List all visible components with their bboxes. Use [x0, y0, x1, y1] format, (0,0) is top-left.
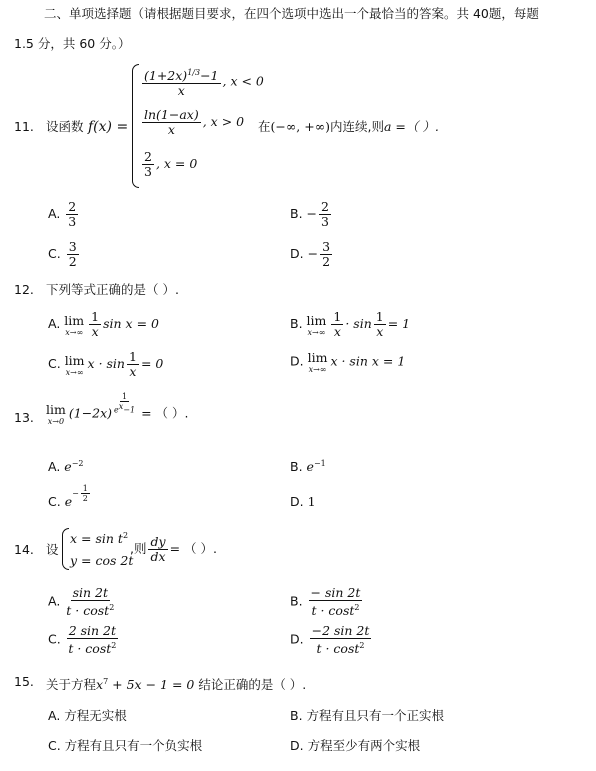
- q11-case3: $\frac{2}{3}$ , x = 0: [144, 149, 198, 179]
- q11-option-c[interactable]: C. $\frac{3}{2}$: [48, 239, 77, 269]
- section-header-line1: 二、单项选择题（请根据题目要求，在四个选项中选出一个最恰当的答案。共 40题，每题: [44, 6, 539, 21]
- q14-option-b[interactable]: B. $\frac{- \sin 2t}{t \cdot \cos t^2}$: [290, 585, 361, 619]
- q14-derivative: ,则 $\frac{dy}{dx}$ = （ ）.: [130, 534, 217, 564]
- q12-option-c[interactable]: C. lim x→∞ x · sin $\frac{1}{x}$ = 0: [48, 349, 164, 379]
- q14-option-d[interactable]: D. $\frac{-2 \sin 2t}{t \cdot \cos t^2}$: [290, 623, 370, 657]
- q14-option-c[interactable]: C. $\frac{2 \sin 2t}{t \cdot \cos t^2}$: [48, 623, 117, 657]
- q15-number: 15.: [14, 674, 34, 689]
- q13-option-c[interactable]: C. e− $\frac{1}{2}$: [48, 484, 88, 509]
- q15-option-b[interactable]: B. 方程有且只有一个正实根: [290, 708, 445, 723]
- section-header-line2: 1.5 分，共 60 分。）: [14, 36, 131, 51]
- q14-number: 14.: [14, 542, 34, 557]
- q14-brace: [62, 528, 69, 570]
- q11-prefix: 设函数: [46, 119, 84, 134]
- q12-option-d[interactable]: D. lim x→∞ x · sin x = 1: [290, 350, 406, 374]
- q12-option-b[interactable]: B. lim x→∞ $\frac{1}{x}$ · sin $\frac{1}{x}$ = 1: [290, 309, 411, 339]
- q11-suffix: 在(−∞, +∞)内连续,则a =（ ）.: [258, 119, 439, 134]
- q13-expression: lim x→0 (1−2x) $\frac{1}{e^x-1}$ = （ ）.: [46, 392, 189, 426]
- q11-option-a[interactable]: A. $\frac{2}{3}$: [48, 199, 77, 229]
- q13-option-b[interactable]: B. $e^{-1}$: [290, 459, 326, 475]
- q14-prefix: 设: [46, 542, 59, 557]
- q12-text: 下列等式正确的是（ ）.: [46, 282, 179, 297]
- q11-case2: $\frac{\ln(1-ax)}{x}$ , x > 0: [144, 107, 245, 137]
- q11-case1: $\frac{(1+2x)^{1/3}-1}{x}$ , x < 0: [144, 68, 264, 99]
- q11-option-b[interactable]: B. − $\frac{2}{3}$: [290, 199, 329, 229]
- q15-option-a[interactable]: A. 方程无实根: [48, 708, 127, 723]
- q11-brace: [132, 64, 139, 188]
- q14-eq2: y = cos 2t: [70, 553, 134, 568]
- q11-option-d[interactable]: D. − $\frac{3}{2}$: [290, 239, 331, 269]
- q15-option-c[interactable]: C. 方程有且只有一个负实根: [48, 738, 203, 753]
- q13-option-d[interactable]: D. 1: [290, 494, 316, 509]
- q12-option-a[interactable]: A. lim x→∞ $\frac{1}{x}$ sin x = 0: [48, 309, 159, 339]
- q11-fx: f(x) =: [88, 119, 129, 135]
- q12-number: 12.: [14, 282, 34, 297]
- q11-number: 11.: [14, 119, 34, 134]
- q15-option-d[interactable]: D. 方程至少有两个实根: [290, 738, 421, 753]
- q13-option-a[interactable]: A. $e^{-2}$: [48, 459, 84, 475]
- q14-option-a[interactable]: A. $\frac{\sin 2t}{t \cdot \cos t^2}$: [48, 585, 115, 619]
- q14-eq1: $x = \sin t^2$: [70, 531, 129, 547]
- q15-text: 关于方程$x^7 + 5x - 1 = 0$ 结论正确的是（ ）.: [46, 677, 307, 693]
- q13-number: 13.: [14, 410, 34, 425]
